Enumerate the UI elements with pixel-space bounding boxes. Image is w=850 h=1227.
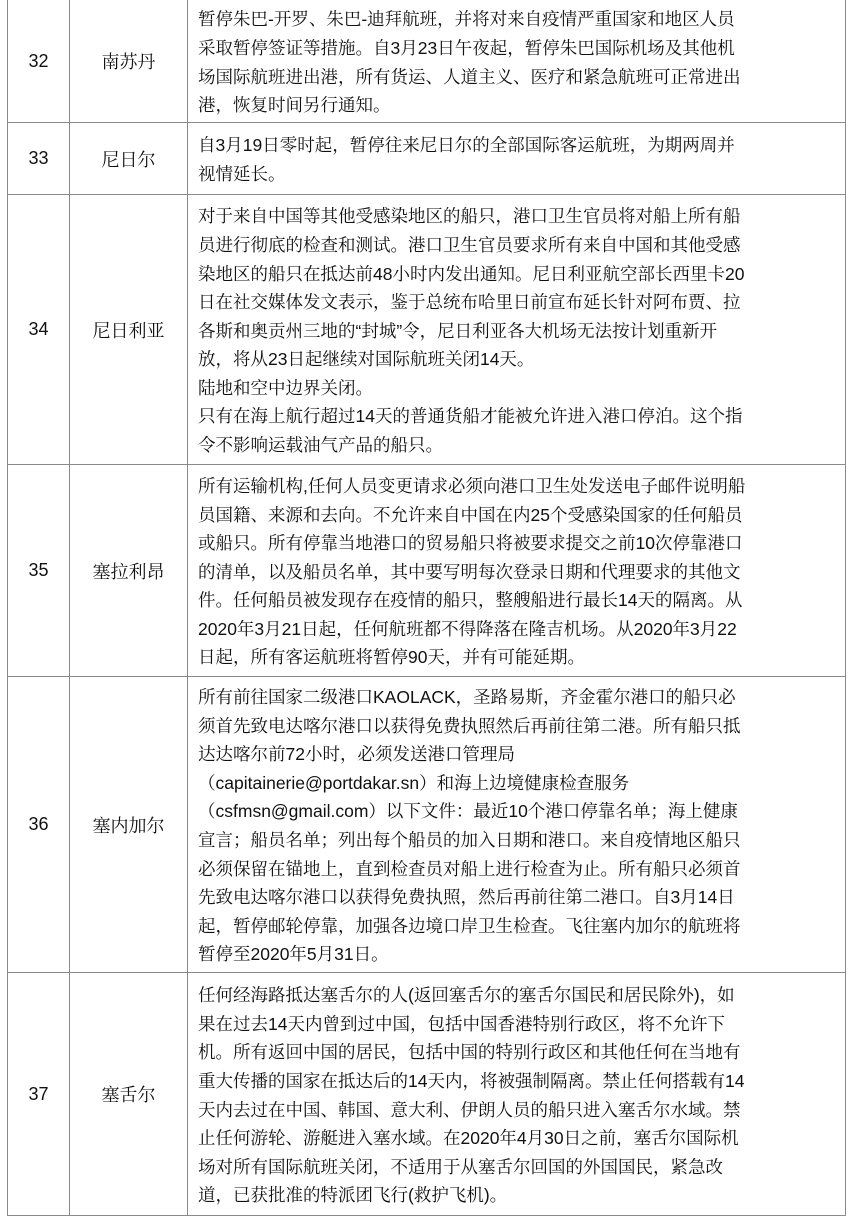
text-line: 道，已获批准的特派团飞行(救护飞机)。 (198, 1185, 508, 1206)
text-line: 暂停朱巴-开罗、朱巴-迪拜航班，并将对来自疫情严重国家和地区人员 (198, 9, 735, 30)
text-line: 达达喀尔前72小时，必须发送港口管理局 (198, 744, 515, 765)
row-number: 32 (8, 0, 70, 123)
country-name: 尼日利亚 (70, 195, 188, 465)
country-measures-table (7, 0, 846, 1216)
text-line: 染地区的船只在抵达前48小时内发出通知。尼日利亚航空部长西里卡20 (198, 263, 745, 284)
row-number: 37 (8, 973, 70, 1216)
text-line: 先致电达喀尔港口以获得免费执照，然后再前往第二港口。自3月14日 (198, 887, 735, 908)
row-number: 33 (8, 123, 70, 195)
text-line: 任何经海路抵达塞舌尔的人(返回塞舌尔的塞舌尔国民和居民除外)，如 (198, 985, 735, 1006)
text-line: 日起，所有客运航班将暂停90天，并有可能延期。 (198, 647, 585, 668)
text-line: 起，暂停邮轮停靠，加强各边境口岸卫生检查。飞往塞内加尔的航班将 (198, 915, 741, 936)
measures-text (188, 465, 846, 677)
text-line: 的清单，以及船员名单，其中要写明每次登录日期和代理要求的其他文 (198, 561, 741, 582)
text-line: 对于来自中国等其他受感染地区的船只，港口卫生官员将对船上所有船 (198, 206, 741, 227)
text-line: 港，恢复时间另行通知。 (198, 95, 391, 116)
text-line: 视情延长。 (198, 164, 286, 184)
text-line: 机。所有返回中国的居民，包括中国的特别行政区和其他任何在当地有 (198, 1042, 741, 1063)
measures-text (188, 123, 846, 195)
table-row (8, 677, 846, 973)
text-line: 须首先致电达喀尔港口以获得免费执照然后再前往第二港。所有船只抵 (198, 715, 741, 736)
text-line: 暂停至2020年5月31日。 (198, 944, 389, 965)
country-name: 塞内加尔 (70, 677, 188, 973)
text-line: 重大传播的国家在抵达后的14天内，将被强制隔离。禁止任何搭载有14 (198, 1070, 745, 1091)
text-line: 必须保留在锚地上，直到检查员对船上进行检查为止。所有船只必须首 (198, 858, 741, 879)
text-line: 自3月19日零时起，暂停往来尼日尔的全部国际客运航班，为期两周并 (198, 135, 735, 156)
text-line: 陆地和空中边界关闭。 (198, 377, 373, 398)
row-number: 35 (8, 465, 70, 677)
text-line: 日在社交媒体发文表示，鉴于总统布哈里日前宣布延长针对阿布贾、拉 (198, 292, 741, 313)
table-body (8, 0, 846, 1216)
text-line: 员进行彻底的检查和测试。港口卫生官员要求所有来自中国和其他受感 (198, 234, 741, 255)
row-number: 34 (8, 195, 70, 465)
text-line: 场国际航班进出港，所有货运、人道主义、医疗和紧急航班可正常进出 (198, 66, 741, 87)
text-line: 止任何游轮、游艇进入塞水域。在2020年4月30日之前，塞舌尔国际机 (198, 1128, 739, 1149)
text-line: 件。任何船员被发现存在疫情的船只，整艘船进行最长14天的隔离。从 (198, 590, 743, 611)
text-line: 员国籍、来源和去向。不允许来自中国在内25个受感染国家的任何船员 (198, 504, 743, 525)
text-line: 宣言；船员名单；列出每个船员的加入日期和港口。来自疫情地区船只 (198, 830, 741, 850)
text-line: 所有前往国家二级港口KAOLACK，圣路易斯，齐金霍尔港口的船只必 (198, 687, 736, 708)
table-row (8, 123, 846, 195)
text-line: 令不影响运载油气产品的船只。 (198, 435, 443, 456)
table-row (8, 465, 846, 677)
table-row (8, 0, 846, 123)
text-line: 场对所有国际航班关闭，不适用于从塞舌尔回国的外国国民，紧急改 (198, 1156, 723, 1177)
text-line: 天内去过在中国、韩国、意大利、伊朗人员的船只进入塞舌尔水域。禁 (198, 1099, 741, 1120)
text-line: 2020年3月21日起，任何航班都不得降落在隆吉机场。从2020年3月22 (198, 618, 737, 639)
text-line: 只有在海上航行超过14天的普通货船才能被允许进入港口停泊。这个指 (198, 406, 743, 427)
table-row (8, 973, 846, 1216)
text-line: 各斯和奥贡州三地的“封城”令，尼日利亚各大机场无法按计划重新开 (198, 320, 718, 341)
measures-text (188, 0, 846, 123)
text-line: 采取暂停签证等措施。自3月23日午夜起，暂停朱巴国际机场及其他机 (198, 37, 735, 58)
text-line: （csfmsn@gmail.com）以下文件：最近10个港口停靠名单；海上健康 (198, 801, 738, 822)
country-name: 南苏丹 (70, 0, 188, 123)
row-number: 36 (8, 677, 70, 973)
country-name: 塞拉利昂 (70, 465, 188, 677)
country-name: 塞舌尔 (70, 973, 188, 1216)
country-name: 尼日尔 (70, 123, 188, 195)
measures-text (188, 195, 846, 465)
text-line: 果在过去14天内曾到过中国，包括中国香港特别行政区，将不允许下 (198, 1013, 725, 1034)
text-line: 放，将从23日起继续对国际航班关闭14天。 (198, 349, 535, 370)
table-row (8, 195, 846, 465)
measures-text (188, 677, 846, 973)
text-line: 所有运输机构,任何人员变更请求必须向港口卫生处发送电子邮件说明船 (198, 475, 746, 496)
measures-text (188, 973, 846, 1216)
text-line: （capitainerie@portdakar.sn）和海上边境健康检查服务 (198, 772, 630, 793)
text-line: 或船只。所有停靠当地港口的贸易船只将被要求提交之前10次停靠港口 (198, 533, 743, 554)
